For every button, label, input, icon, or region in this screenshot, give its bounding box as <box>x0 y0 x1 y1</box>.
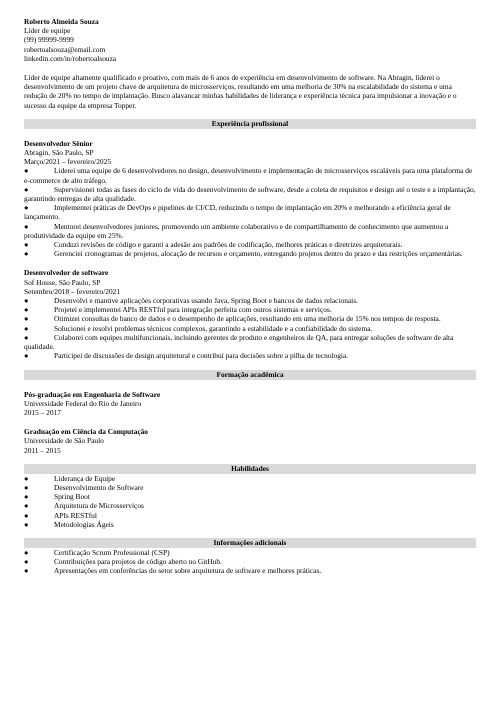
bullet-icon: ● <box>24 305 29 315</box>
job-place: Sof House, São Paulo, SP <box>24 277 101 287</box>
bullet-icon: ● <box>24 323 29 333</box>
job-dates: Março/2021 – fevereiro/2025 <box>24 157 112 167</box>
degree-title: Pós-graduação em Engenharia de Software <box>24 389 161 399</box>
section-experience: Experiência profissional <box>24 119 476 129</box>
bullet-icon: ● <box>24 547 29 557</box>
list-item: ● APIs RESTful <box>24 510 97 520</box>
list-item: ● Gerenciei cronogramas de projetos, alocação de recursos e orçamento, entregando projetos dentro do prazo e das restrições orçamentárias. <box>24 249 463 259</box>
additional-list <box>24 548 476 576</box>
bullet-icon: ● <box>24 221 29 231</box>
bullet-icon: ● <box>24 557 29 567</box>
bullet-icon: ● <box>24 203 29 213</box>
list-item: ● Mentorei desenvolvedores juniores, promovendo um ambiente colaborativo e de compartilhamento de conhecimento que aumentou a produtividade da equipe em 25%. <box>24 221 449 240</box>
section-skills: Habilidades <box>24 464 476 474</box>
bullet-icon: ● <box>24 482 29 492</box>
bullet-icon: ● <box>24 296 29 306</box>
list-item: ● Otimizei consultas de banco de dados e o desempenho de aplicações, resultando em uma melhoria de 15% nos tempos de resposta. <box>24 314 441 324</box>
bullet-icon: ● <box>24 166 29 176</box>
job-place: Abragin, São Paulo, SP <box>24 148 94 158</box>
bullet-icon: ● <box>24 473 29 483</box>
contact-block <box>24 17 476 63</box>
list-item: ● Metodologias Ágeis <box>24 519 114 529</box>
list-item: ● Colaborei com equipes multifuncionais, incluindo gerentes de produto e engenheiros de QA, para entregar soluções de software de alta qualidade. <box>24 332 454 352</box>
skills-list <box>24 474 476 529</box>
job-title: Desenvolvedor de software <box>24 268 109 278</box>
job-title: Desenvolvedor Sênior <box>24 138 93 148</box>
bullet-icon: ● <box>24 566 29 576</box>
list-item: ● Solucionei e resolvi problemas técnicos complexos, garantindo a estabilidade e a confiabilidade do sistema. <box>24 323 373 333</box>
list-item: ● Projetei e implementei APIs RESTful para integração perfeita com outros sistemas e serviços. <box>24 305 332 315</box>
bullet-icon: ● <box>24 492 29 502</box>
candidate-name: Roberto Almeida Souza <box>24 17 99 26</box>
list-item: ● Implementei práticas de DevOps e pipelines de CI/CD, reduzindo o tempo de implantação em 20% e melhorando a eficiência geral de lançamento. <box>24 203 451 222</box>
job-entry <box>24 139 476 259</box>
degree-title: Graduação em Ciência da Computação <box>24 427 148 437</box>
bullet-icon: ● <box>24 314 29 324</box>
bullet-icon: ● <box>24 351 29 361</box>
bullet-icon: ● <box>24 249 29 259</box>
bullet-icon: ● <box>24 501 29 511</box>
bullet-icon: ● <box>24 519 29 529</box>
candidate-role: Líder de equipe <box>24 26 71 36</box>
list-item: ● Arquitetura de Microsserviços <box>24 501 144 511</box>
list-item: ● Contribuições para projetos de código aberto no GitHub. <box>24 557 222 567</box>
education-dates: 2015 – 2017 <box>24 407 61 417</box>
list-item: ● Supervisionei todas as fases do ciclo de vida do desenvolvimento de software, desde a coleta de requisitos e design até o teste e a implantação, garantindo entregas de alta qualidade. <box>24 184 476 204</box>
list-item: ● Desenvolvimento de Software <box>24 482 144 492</box>
resume-page <box>24 17 476 576</box>
school-name: Universidade Federal do Rio de Janeiro <box>24 398 142 408</box>
list-item: ● Spring Boot <box>24 492 90 502</box>
education-dates: 2011 – 2015 <box>24 445 61 455</box>
education-entry <box>24 427 476 455</box>
bullet-icon: ● <box>24 332 29 342</box>
job-bullets <box>24 296 476 360</box>
bullet-icon: ● <box>24 240 29 250</box>
list-item: ● Liderei uma equipe de 6 desenvolvedores no design, desenvolvimento e implementação de microsserviços escaláveis para uma plataforma de e-commerce de alto tráfego. <box>24 166 473 185</box>
list-item: ● Liderança de Equipe <box>24 473 116 483</box>
job-bullets <box>24 166 476 258</box>
job-entry <box>24 268 476 360</box>
bullet-icon: ● <box>24 510 29 520</box>
list-item: ● Apresentações em conferências do setor sobre arquitetura de software e melhores práticas. <box>24 566 322 576</box>
list-item: ● Desenvolvi e mantive aplicações corporativas usando Java, Spring Boot e bancos de dados relacionais. <box>24 296 358 306</box>
list-item: ● Participei de discussões de design arquitetural e contribuí para decisões sobre a pilha de tecnologia. <box>24 351 349 361</box>
school-name: Universidade de São Paulo <box>24 436 104 446</box>
job-dates: Setembro/2018 – fevereiro/2021 <box>24 286 121 296</box>
education-entry <box>24 390 476 418</box>
list-item: ● Conduzi revisões de código e garanti a adesão aos padrões de codificação, melhores práticas e diretrizes arquiteturais. <box>24 240 403 250</box>
email[interactable]: robertoalsouza@email.com <box>24 44 106 54</box>
section-education: Formação acadêmica <box>24 370 476 380</box>
list-item: ● Certificação Scrum Professional (CSP) <box>24 547 170 557</box>
linkedin[interactable]: linkedin.com/in/robertoalsouza <box>24 53 117 63</box>
summary: Líder de equipe altamente qualificado e proativo, com mais de 6 anos de experiência em desenvolvimento de software. Na Abragin, liderei o desenvolvimento de um projeto chave de arquitetura de microsserviços, resultando em uma melhoria de 30% na escalabilidade do sistema e uma redução de 20% no tempo de implantação. Busco alavancar minhas habilidades de liderança e experiência técnica para impulsionar a inovação e o sucesso da equipe da empresa Topper. <box>24 73 457 110</box>
bullet-icon: ● <box>24 184 29 194</box>
phone: (99) 99999-9999 <box>24 35 74 45</box>
section-additional: Informações adicionais <box>24 538 476 548</box>
